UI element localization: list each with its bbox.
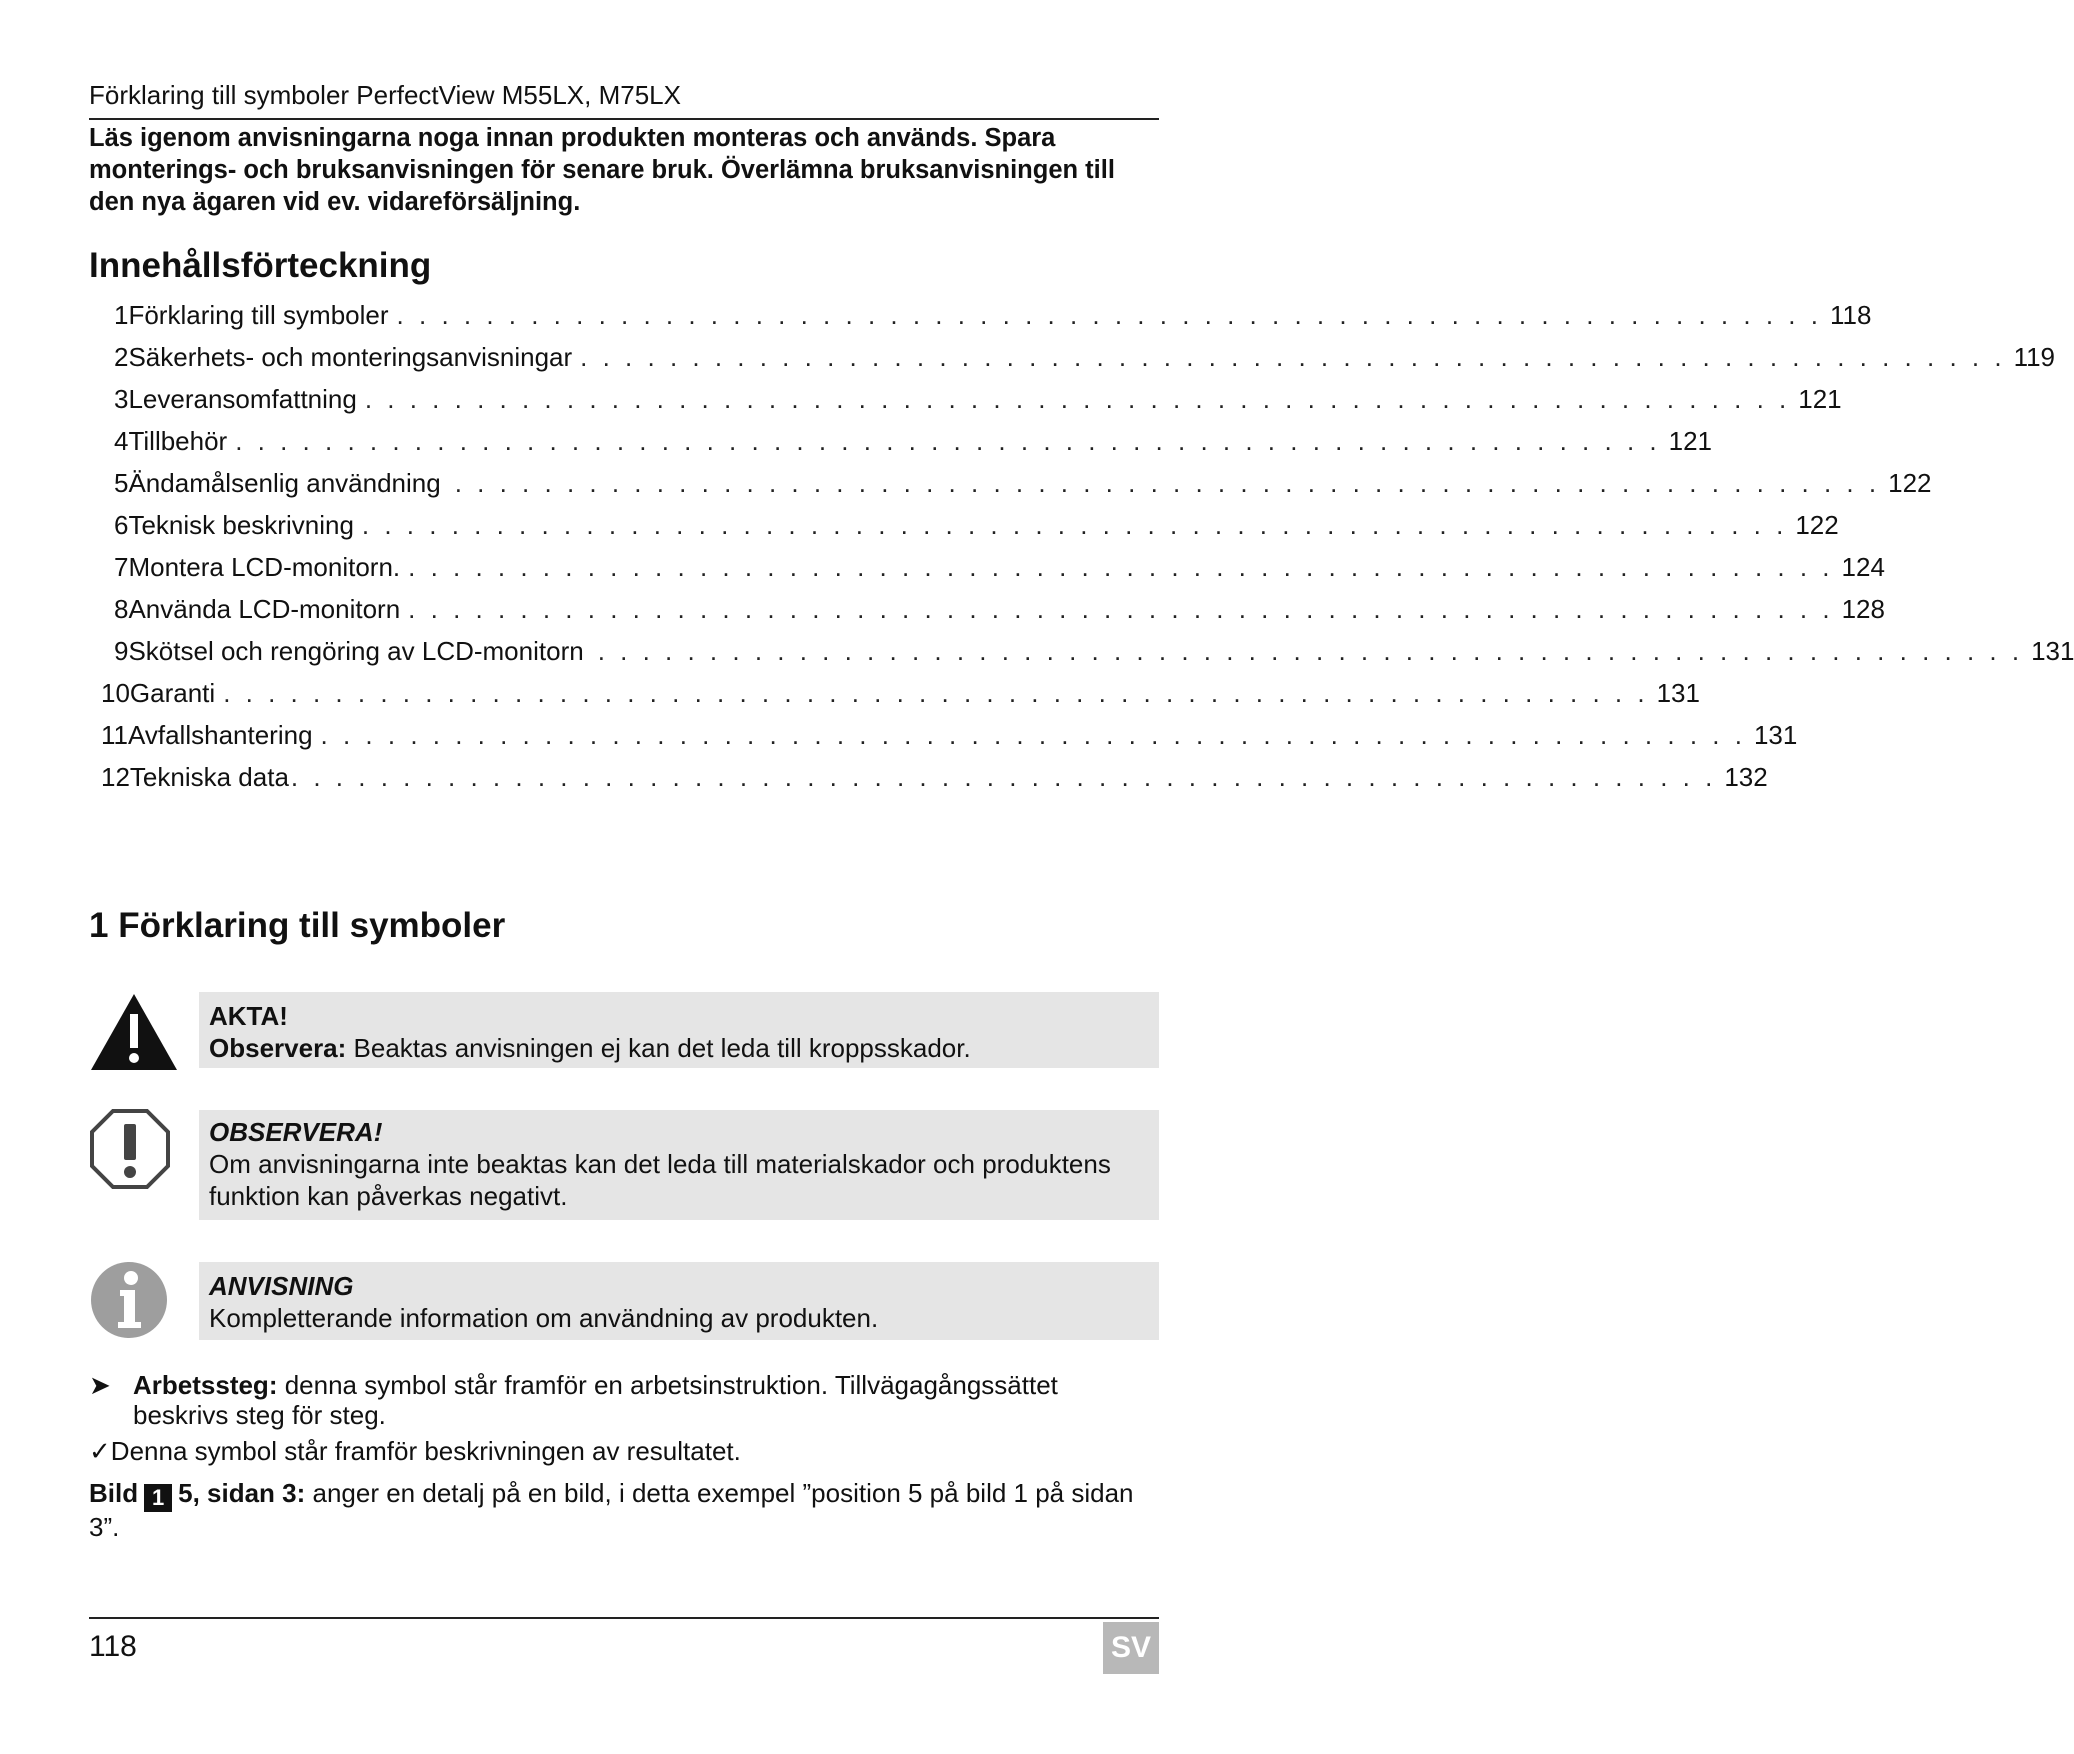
toc-item-number: 4 bbox=[114, 426, 129, 456]
figure-label: Bild bbox=[89, 1478, 139, 1508]
toc-item-page: 131 bbox=[1753, 720, 1798, 750]
toc-item-label: Garanti bbox=[129, 678, 216, 708]
hint-heading: ANVISNING bbox=[209, 1271, 354, 1301]
notice-note bbox=[199, 1110, 1159, 1220]
toc-item[interactable] bbox=[101, 678, 1700, 718]
toc-item-leader: . . . . . . . . . . . . . . . . . . . . . . . . . . . . . . . . . . . . . . . . . . . . . . . . . . . . . . . . . . . . . . . . bbox=[361, 510, 1788, 540]
running-header: Förklaring till symboler PerfectView M55LX, M75LX bbox=[89, 80, 681, 110]
info-icon bbox=[89, 1260, 169, 1345]
toc-item-leader: . . . . . . . . . . . . . . . . . . . . . . . . . . . . . . . . . . . . . . . . . . . . . . . . . . . . . . . . . . . . . . . . bbox=[320, 720, 1746, 750]
warning-triangle-icon bbox=[89, 992, 179, 1077]
figure-reference-text: anger en detalj på en bild, i detta exempel ”position 5 på bild 1 på sidan 3”. bbox=[89, 1478, 1134, 1542]
toc-item-leader: . . . . . . . . . . . . . . . . . . . . . . . . . . . . . . . . . . . . . . . . . . . . . . . . . . . . . . . . . . . . . . . . bbox=[580, 342, 2006, 372]
footer-rule bbox=[89, 1617, 1159, 1619]
language-badge: SV bbox=[1103, 1622, 1159, 1674]
caution-text bbox=[209, 1032, 1149, 1064]
toc-item[interactable] bbox=[114, 342, 2056, 382]
toc-item-page: 132 bbox=[1724, 762, 1768, 792]
toc-item[interactable] bbox=[114, 636, 2074, 676]
toc-item[interactable] bbox=[101, 762, 1768, 802]
step-label: Arbetssteg: bbox=[133, 1370, 278, 1400]
toc-item-number: 10 bbox=[101, 678, 130, 708]
step-explanation bbox=[89, 1370, 1159, 1430]
notice-body: Om anvisningarna inte beaktas kan det leda till materialskador och produktens funktion kan påverkas negativt. bbox=[209, 1149, 1111, 1211]
toc-item[interactable] bbox=[114, 468, 1932, 508]
toc-item-label: Använda LCD-monitorn bbox=[128, 594, 401, 624]
toc-item-leader: . . . . . . . . . . . . . . . . . . . . . . . . . . . . . . . . . . . . . . . . . . . . . . . . . . . . . . . . . . . . . . . . bbox=[597, 636, 2024, 666]
toc-item-number: 12 bbox=[101, 762, 130, 792]
toc-item-number: 8 bbox=[114, 594, 129, 624]
toc-item-label: Förklaring till symboler bbox=[128, 300, 389, 330]
section-title: 1 Förklaring till symboler bbox=[89, 906, 506, 945]
step-text: denna symbol står framför en arbetsinstruktion. Tillvägagångssättet beskrivs steg för steg. bbox=[133, 1370, 1058, 1430]
toc-item-label: Skötsel och rengöring av LCD-monitorn bbox=[128, 636, 584, 666]
symbol-explanations bbox=[89, 1370, 1159, 1466]
toc-item-label: Avfallshantering bbox=[128, 720, 313, 750]
toc-item[interactable] bbox=[101, 720, 1798, 760]
toc-item-page: 121 bbox=[1798, 384, 1842, 414]
toc-item-leader: . . . . . . . . . . . . . . . . . . . . . . . . . . . . . . . . . . . . . . . . . . . . . . . . . . . . . . . . . . . . . . . . bbox=[396, 300, 1822, 330]
toc-item-page: 128 bbox=[1841, 594, 1885, 624]
toc-item-leader: . . . . . . . . . . . . . . . . . . . . . . . . . . . . . . . . . . . . . . . . . . . . . . . . . . . . . . . . . . . . . . . . bbox=[235, 426, 1661, 456]
toc-item-leader: . . . . . . . . . . . . . . . . . . . . . . . . . . . . . . . . . . . . . . . . . . . . . . . . . . . . . . . . . . . . . . . . bbox=[364, 384, 1791, 414]
toc-item[interactable] bbox=[114, 384, 1842, 424]
toc-item-number: 5 bbox=[114, 468, 129, 498]
toc-item-label: Montera LCD-monitorn. bbox=[128, 552, 401, 582]
toc-item-leader: . . . . . . . . . . . . . . . . . . . . . . . . . . . . . . . . . . . . . . . . . . . . . . . . . . . . . . . . . . . . . . . . bbox=[223, 678, 1649, 708]
toc-item-label: Teknisk beskrivning bbox=[128, 510, 354, 540]
toc-item-leader: . . . . . . . . . . . . . . . . . . . . . . . . . . . . . . . . . . . . . . . . . . . . . . . . . . . . . . . . . . . . . . . . bbox=[454, 468, 1881, 498]
caution-note bbox=[199, 992, 1159, 1068]
notice-heading: OBSERVERA! bbox=[209, 1117, 383, 1147]
caution-body: Beaktas anvisningen ej kan det leda till kroppsskador. bbox=[353, 1033, 971, 1063]
toc-item-label: Tekniska data bbox=[129, 762, 289, 792]
toc-item-leader: . . . . . . . . . . . . . . . . . . . . . . . . . . . . . . . . . . . . . . . . . . . . . . . . . . . . . . . . . . . . . . . . bbox=[408, 594, 1834, 624]
toc-item-page: 124 bbox=[1841, 552, 1885, 582]
toc-item-number: 7 bbox=[114, 552, 129, 582]
header-rule bbox=[89, 118, 1159, 120]
toc-title: Innehållsförteckning bbox=[89, 246, 432, 285]
toc-item-page: 131 bbox=[1656, 678, 1700, 708]
toc-item-label: Säkerhets- och monteringsanvisningar bbox=[128, 342, 573, 372]
toc-item[interactable] bbox=[114, 300, 1872, 340]
toc-item[interactable] bbox=[114, 552, 1885, 592]
checkmark-icon: ✓ bbox=[89, 1436, 111, 1466]
toc-item-number: 1 bbox=[114, 300, 129, 330]
figure-position-label: 5, sidan 3: bbox=[178, 1478, 306, 1508]
toc-item-number: 6 bbox=[114, 510, 129, 540]
notice-octagon-icon bbox=[89, 1108, 171, 1195]
result-text: Denna symbol står framför beskrivningen av resultatet. bbox=[110, 1436, 741, 1466]
toc-item[interactable] bbox=[114, 594, 1885, 634]
toc-item-label: Tillbehör bbox=[128, 426, 228, 456]
toc-item-page: 118 bbox=[1829, 300, 1872, 330]
toc-item-page: 122 bbox=[1888, 468, 1932, 498]
toc-item-number: 11 bbox=[101, 720, 128, 750]
figure-reference-explanation bbox=[89, 1478, 1159, 1542]
caution-heading: AKTA! bbox=[209, 1001, 288, 1031]
toc-item[interactable] bbox=[114, 426, 1713, 466]
page-number: 118 bbox=[89, 1630, 137, 1663]
toc-item-page: 119 bbox=[2013, 342, 2056, 372]
toc-item-leader: . . . . . . . . . . . . . . . . . . . . . . . . . . . . . . . . . . . . . . . . . . . . . . . . . . . . . . . . . . . . . . . . bbox=[290, 762, 1717, 792]
toc-item-page: 122 bbox=[1795, 510, 1839, 540]
toc-item-number: 2 bbox=[114, 342, 129, 372]
hint-note bbox=[199, 1262, 1159, 1340]
toc-item-page: 131 bbox=[2031, 636, 2074, 666]
toc-item-number: 9 bbox=[114, 636, 129, 666]
toc-item-leader: . . . . . . . . . . . . . . . . . . . . . . . . . . . . . . . . . . . . . . . . . . . . . . . . . . . . . . . . . . . . . . . . bbox=[408, 552, 1834, 582]
toc-item-label: Ändamålsenlig användning bbox=[128, 468, 441, 498]
intro-paragraph: Läs igenom anvisningarna noga innan produkten monteras och används. Spara monterings- och bruksanvisningen för senare bruk. Överlämna bruksanvisningen till den nya ägaren vid ev. vidareförsäljning. bbox=[89, 124, 1115, 216]
figure-number-box: 1 bbox=[144, 1484, 172, 1512]
hint-body: Kompletterande information om användning av produkten. bbox=[209, 1303, 879, 1333]
toc-item-label: Leveransomfattning bbox=[128, 384, 357, 414]
toc-item[interactable] bbox=[114, 510, 1839, 550]
toc-item-number: 3 bbox=[114, 384, 129, 414]
caution-label: Observera: bbox=[209, 1033, 347, 1063]
toc-item-page: 121 bbox=[1668, 426, 1713, 456]
result-explanation bbox=[89, 1436, 1159, 1466]
arrow-icon: ➤ bbox=[89, 1370, 111, 1400]
